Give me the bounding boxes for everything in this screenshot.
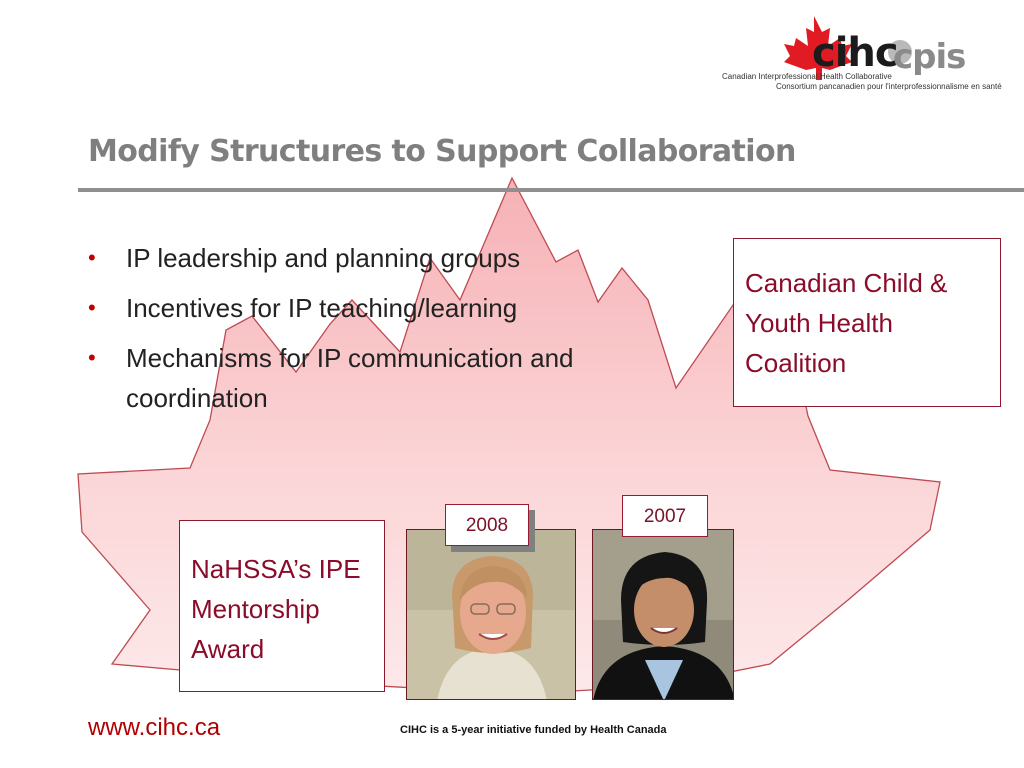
title-divider [78,188,1024,192]
bullet-item [88,238,648,278]
slide-title: Modify Structures to Support Collaboration [88,134,796,169]
callout-ccyhc: Canadian Child & Youth Health Coalition [733,238,1001,407]
portrait-woman-dark-hair-icon [593,530,734,700]
bullet-list [88,238,648,428]
footer-funding-note: CIHC is a 5-year initiative funded by Health Canada [400,724,667,736]
year-label-2008: 2008 [445,504,529,546]
bullet-text: Mechanisms for IP communication and coordination [126,343,574,413]
bullet-item [88,338,648,418]
logo-brand-fr: cpis [893,37,966,77]
logo-name-en: Canadian Interprofessional Health Collaborative [722,72,892,81]
logo-name-fr: Consortium pancanadien pour l'interprofessionnalisme en santé [776,82,1002,91]
logo-brand-en: cihc [812,30,898,76]
bullet-text: IP leadership and planning groups [126,243,521,273]
portrait-woman-blonde-icon [407,530,576,700]
bullet-icon: • [88,345,96,370]
bullet-icon: • [88,295,96,320]
bullet-text: Incentives for IP teaching/learning [126,293,518,323]
bullet-icon: • [88,245,96,270]
recipient-photo-2008 [406,529,576,700]
bullet-item [88,288,648,328]
recipient-photo-2007 [592,529,734,700]
callout-mentorship-award: NaHSSA’s IPE Mentorship Award [179,520,385,692]
footer-website-link[interactable]: www.cihc.ca [88,714,221,741]
year-label-2007: 2007 [622,495,708,537]
